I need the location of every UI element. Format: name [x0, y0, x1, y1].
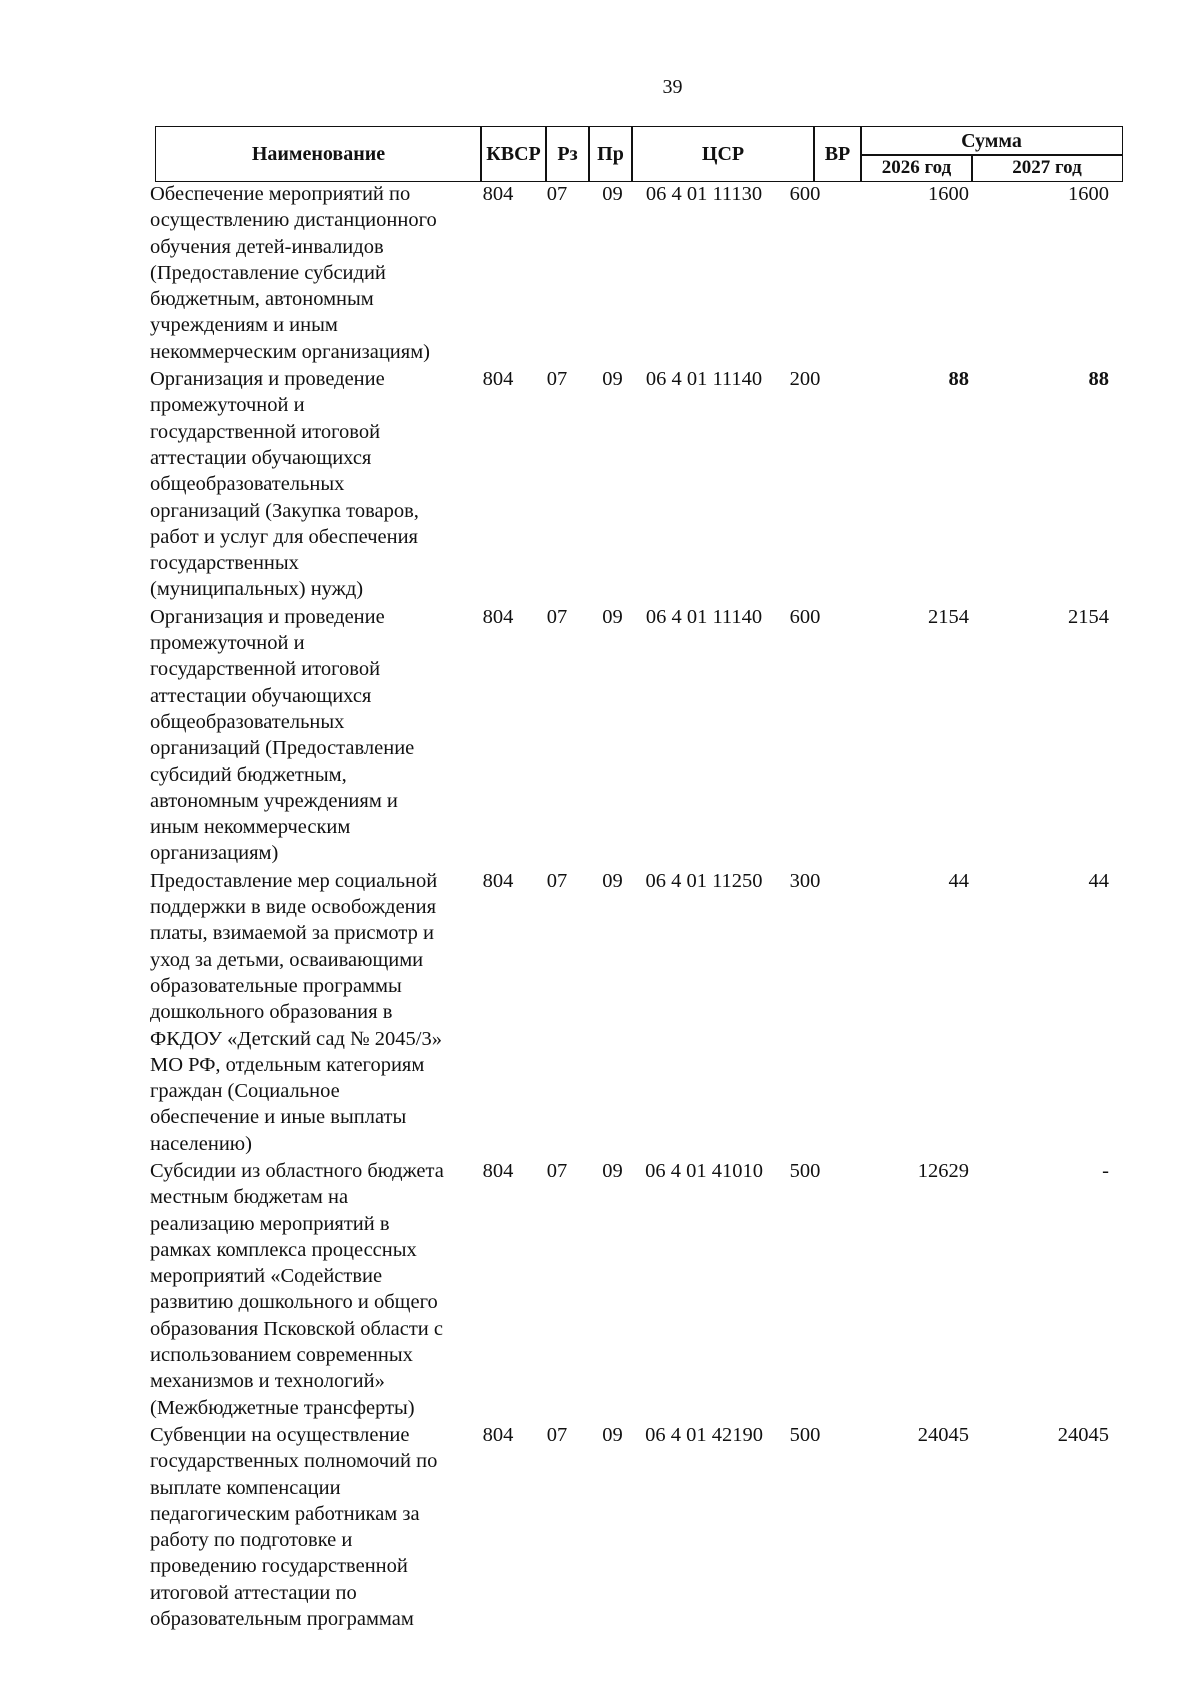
row-kvsr: 804 — [482, 183, 514, 205]
row-sum-2026: 88 — [948, 368, 969, 391]
row-vr: 200 — [789, 368, 821, 391]
row-pr: 09 — [602, 605, 623, 628]
table-row — [150, 1157, 1130, 1421]
row-pr: 09 — [602, 1159, 623, 1182]
table-body — [150, 180, 1130, 1632]
row-kvsr: 804 — [482, 368, 514, 391]
row-rz: 07 — [546, 368, 568, 391]
row-csr: 06 4 01 11130 — [645, 183, 763, 205]
row-sum-2026: 12629 — [917, 1159, 969, 1182]
row-name: Организация и проведение промежуточной и государственной итоговой аттестации обучающихся общеобразовательных организаций (Предоставление субсидий бюджетным, автономным учреждениям и иным некоммерческим организациям) — [150, 605, 415, 865]
row-name: Предоставление мер социальной поддержки в виде освобождения платы, взимаемой за присмотр и уход за детьми, осваивающими образовательные программы дошкольного образования в ФКДОУ «Детский сад № 2045/3» МО РФ, отдельным категориям граждан (Социальное обеспечение и иные выплаты населению) — [150, 869, 442, 1155]
row-sum-2026: 2154 — [928, 605, 969, 628]
header-sum: Сумма — [860, 126, 1123, 156]
table-row — [150, 1421, 1130, 1632]
row-sum-2026: 44 — [948, 869, 969, 892]
row-rz: 07 — [546, 183, 568, 205]
row-sum-2027: - — [1102, 1159, 1109, 1182]
row-kvsr: 804 — [482, 869, 514, 892]
row-vr: 300 — [789, 869, 821, 892]
row-sum-2027: 24045 — [1057, 1423, 1109, 1446]
row-sum-2026: 1600 — [928, 183, 969, 205]
header-rz: Рз — [545, 126, 590, 182]
row-name: Субсидии из областного бюджета местным бюджетам на реализацию мероприятий в рамках комплекса процессных мероприятий «Содействие развитию дошкольного и общего образования Псковской области с использованием современных механизмов и технологий» (Межбюджетные трансферты) — [150, 1159, 444, 1419]
header-kvsr: КВСР — [480, 126, 547, 182]
row-name: Субвенции на осуществление государственных полномочий по выплате компенсации педагогическим работникам за работу по подготовке и проведению государственной итоговой аттестации по образовательным программам — [150, 1423, 438, 1631]
row-rz: 07 — [546, 605, 568, 628]
row-pr: 09 — [602, 869, 623, 892]
row-rz: 07 — [546, 1159, 568, 1182]
row-vr: 600 — [789, 183, 821, 205]
row-vr: 500 — [789, 1159, 821, 1182]
header-name: Наименование — [155, 126, 482, 182]
header-pr: Пр — [588, 126, 633, 182]
row-rz: 07 — [546, 869, 568, 892]
row-name: Организация и проведение промежуточной и государственной итоговой аттестации обучающихся общеобразовательных организаций (Закупка товаров, работ и услуг для обеспечения государственных (муниципальных) нужд) — [150, 368, 419, 601]
table-header — [155, 126, 1123, 182]
row-sum-2027: 1600 — [1068, 183, 1109, 205]
header-csr: ЦСР — [631, 126, 815, 182]
row-vr: 500 — [789, 1423, 821, 1446]
table-row — [150, 603, 1130, 867]
row-rz: 07 — [546, 1423, 568, 1446]
table-row — [150, 867, 1130, 1157]
row-pr: 09 — [602, 368, 623, 391]
row-kvsr: 804 — [482, 1159, 514, 1182]
row-pr: 09 — [602, 1423, 623, 1446]
row-csr: 06 4 01 11250 — [645, 869, 763, 892]
row-name: Обеспечение мероприятий по осуществлению дистанционного обучения детей-инвалидов (Предоставление субсидий бюджетным, автономным учреждениям и иным некоммерческим организациям) — [150, 183, 437, 363]
row-csr: 06 4 01 11140 — [645, 368, 763, 391]
header-year-2026: 2026 год — [860, 154, 973, 182]
row-sum-2027: 88 — [1088, 368, 1109, 391]
table-row — [150, 180, 1130, 365]
page-number: 39 — [662, 76, 683, 98]
header-year-2027: 2027 год — [971, 154, 1123, 182]
row-csr: 06 4 01 11140 — [645, 605, 763, 628]
row-sum-2027: 2154 — [1068, 605, 1109, 628]
row-vr: 600 — [789, 605, 821, 628]
row-csr: 06 4 01 42190 — [645, 1423, 763, 1446]
header-vr: ВР — [813, 126, 862, 182]
row-kvsr: 804 — [482, 1423, 514, 1446]
row-sum-2026: 24045 — [917, 1423, 969, 1446]
row-sum-2027: 44 — [1088, 869, 1109, 892]
row-csr: 06 4 01 41010 — [645, 1159, 763, 1182]
row-kvsr: 804 — [482, 605, 514, 628]
table-row — [150, 365, 1130, 603]
row-pr: 09 — [602, 183, 623, 205]
